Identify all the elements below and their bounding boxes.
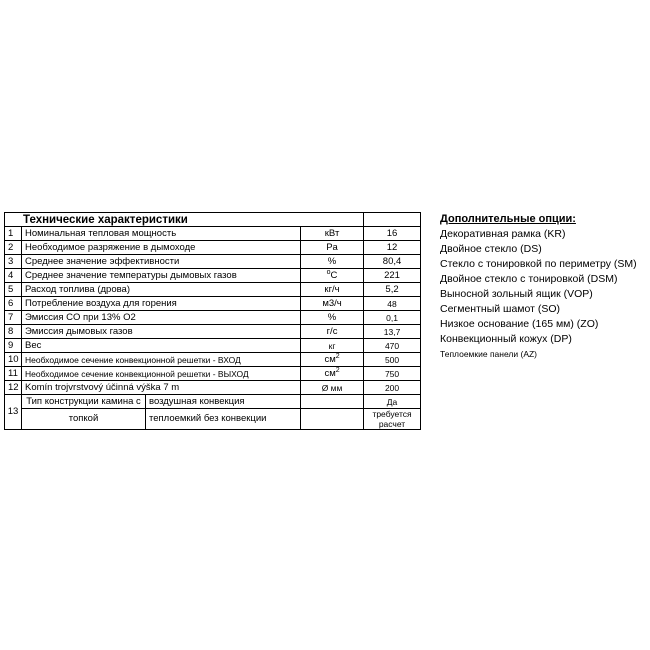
table-row-13-top xyxy=(5,395,421,409)
row-parameter: Необходимое сечение конвекционной решетки - ВХОД xyxy=(22,353,301,367)
row-number: 13 xyxy=(5,395,22,430)
option-item: Конвекционный кожух (DP) xyxy=(440,333,572,345)
row-unit: кг xyxy=(301,339,364,353)
row-number: 8 xyxy=(5,325,22,339)
row13-option-2: теплоемкий без конвекции xyxy=(146,409,301,430)
table-row xyxy=(5,339,421,353)
row-number: 7 xyxy=(5,311,22,325)
row-unit xyxy=(301,353,364,367)
option-item: Сегментный шамот (SO) xyxy=(440,303,561,315)
table-row xyxy=(5,325,421,339)
row-unit: Ø мм xyxy=(301,381,364,395)
table-title: Технические характеристики xyxy=(5,213,301,227)
unit-text: см xyxy=(324,353,336,365)
row-number: 2 xyxy=(5,241,22,255)
table-row xyxy=(5,269,421,283)
row13-option-1-value: Да xyxy=(364,395,421,409)
row-parameter: Komín trojvrstvový účinná výška 7 m xyxy=(22,381,301,395)
row-parameter: Необходимое разряжение в дымоходе xyxy=(22,241,301,255)
row-value: 48 xyxy=(364,297,421,311)
option-item: Декоративная рамка (KR) xyxy=(440,228,566,240)
unit-superscript: 2 xyxy=(335,366,340,374)
options-title: Дополнительные опции: xyxy=(440,213,576,225)
row-parameter: Эмиссия дымовых газов xyxy=(22,325,301,339)
row-unit: кВт xyxy=(301,227,364,241)
row-unit: м3/ч xyxy=(301,297,364,311)
row-value: 5,2 xyxy=(364,283,421,297)
table-row xyxy=(5,367,421,381)
row-number: 12 xyxy=(5,381,22,395)
row-value: 80,4 xyxy=(364,255,421,269)
option-item: Теплоемкие панели (AZ) xyxy=(440,349,538,359)
row-unit xyxy=(301,367,364,381)
row-unit: % xyxy=(301,311,364,325)
row-number: 10 xyxy=(5,353,22,367)
row-parameter: Вес xyxy=(22,339,301,353)
table-row xyxy=(5,255,421,269)
row-parameter: Среднее значение температуры дымовых газов xyxy=(22,269,301,283)
row-parameter: Необходимое сечение конвекционной решетки - ВЫХОД xyxy=(22,367,301,381)
table-row xyxy=(5,353,421,367)
row-number: 11 xyxy=(5,367,22,381)
additional-options xyxy=(440,211,650,362)
row-value: 16 xyxy=(364,227,421,241)
option-item: Стекло с тонировкой по периметру (SM) xyxy=(440,258,637,270)
row-number: 5 xyxy=(5,283,22,297)
row-parameter: Номинальная тепловая мощность xyxy=(22,227,301,241)
unit-text: см xyxy=(324,367,336,379)
row13-label-bottom: топкой xyxy=(22,409,146,430)
row-number: 1 xyxy=(5,227,22,241)
spec-table xyxy=(4,212,421,430)
option-item: Двойное стекло (DS) xyxy=(440,243,542,255)
option-item: Низкое основание (165 мм) (ZO) xyxy=(440,318,599,330)
row-number: 4 xyxy=(5,269,22,283)
table-row xyxy=(5,311,421,325)
unit-text: C xyxy=(330,269,338,281)
option-item: Двойное стекло с тонировкой (DSM) xyxy=(440,273,618,285)
row-value: 750 xyxy=(364,367,421,381)
row-value: 200 xyxy=(364,381,421,395)
row13-label-top: Тип конструкции камина с xyxy=(22,395,146,409)
option-item: Выносной зольный ящик (VOP) xyxy=(440,288,593,300)
row-value: 12 xyxy=(364,241,421,255)
table-row xyxy=(5,297,421,311)
table-title-row xyxy=(5,213,421,227)
row-unit: % xyxy=(301,255,364,269)
row-parameter: Расход топлива (дрова) xyxy=(22,283,301,297)
value-line-2: расчет xyxy=(378,419,406,429)
row-unit: г/с xyxy=(301,325,364,339)
row13-option-1: воздушная конвекция xyxy=(146,395,301,409)
row-number: 9 xyxy=(5,339,22,353)
row-parameter: Среднее значение эффективности xyxy=(22,255,301,269)
row-parameter: Эмиссия CO при 13% O2 xyxy=(22,311,301,325)
row-value: 13,7 xyxy=(364,325,421,339)
row-number: 6 xyxy=(5,297,22,311)
table-row xyxy=(5,241,421,255)
row-unit xyxy=(301,269,364,283)
table-row xyxy=(5,283,421,297)
unit-superscript: o xyxy=(326,268,331,276)
row-number: 3 xyxy=(5,255,22,269)
value-line-1: требуется xyxy=(372,409,412,419)
row-value: 500 xyxy=(364,353,421,367)
row-value: 0,1 xyxy=(364,311,421,325)
unit-superscript: 2 xyxy=(335,352,340,360)
row-unit: кг/ч xyxy=(301,283,364,297)
table-row-13-bottom xyxy=(5,409,421,430)
table-row xyxy=(5,381,421,395)
row-parameter: Потребление воздуха для горения xyxy=(22,297,301,311)
row-unit: Pa xyxy=(301,241,364,255)
table-row xyxy=(5,227,421,241)
row-value: 221 xyxy=(364,269,421,283)
row13-option-2-value xyxy=(364,409,421,430)
row-value: 470 xyxy=(364,339,421,353)
